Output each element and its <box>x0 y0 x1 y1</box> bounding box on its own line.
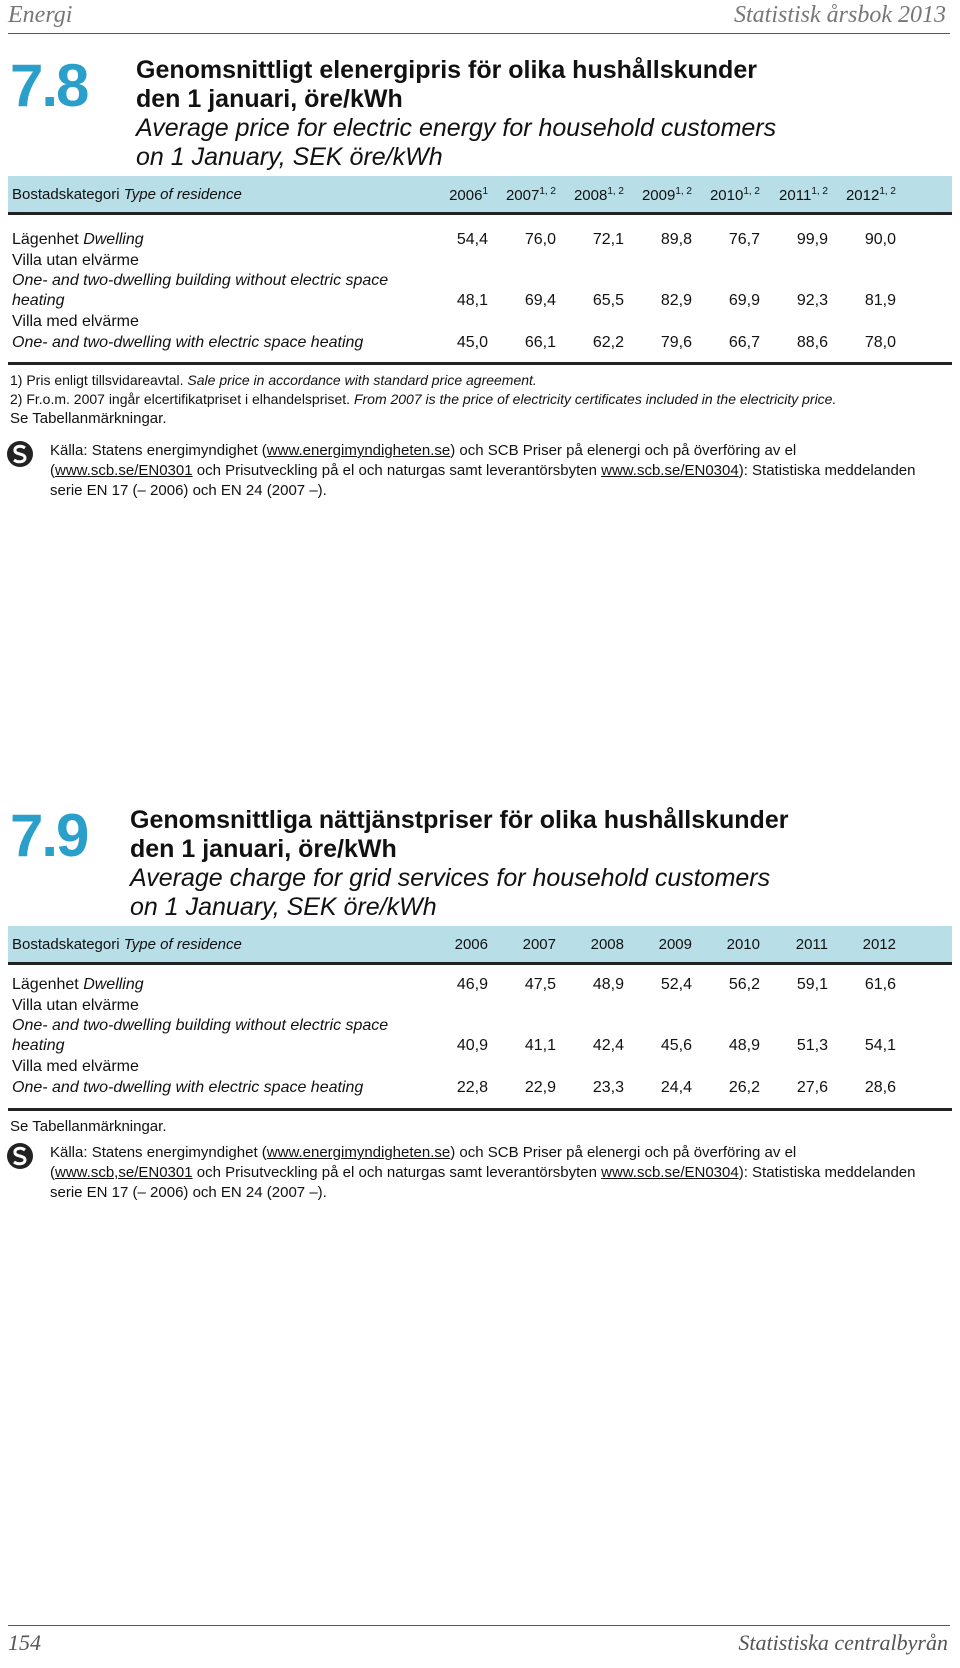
row-label: Lägenhet Dwelling <box>12 231 144 248</box>
year-header: 2007 <box>522 936 556 953</box>
year-header: 2012$^{1, 2}$ <box>845 186 896 204</box>
scb-logo-icon <box>6 440 34 468</box>
column-label <box>12 186 242 203</box>
row-label-en: One- and two-dwelling with electric space heating <box>12 1079 364 1096</box>
source-link[interactable]: www.energimyndigheten.se <box>266 1144 451 1161</box>
table-cell: 48,9 <box>728 1037 760 1054</box>
table-header <box>8 926 952 965</box>
year-header: 2010 <box>726 936 760 953</box>
table-cell: 99,9 <box>796 231 828 248</box>
table-cell: 56,2 <box>728 976 760 993</box>
year-header: 2009 <box>658 936 692 953</box>
table-cell: 22,8 <box>456 1079 488 1096</box>
row-label: Villa med elvärme <box>12 313 139 330</box>
table-bottom-rule <box>8 362 952 365</box>
row-label-en: heating <box>12 292 65 309</box>
table-cell: 76,7 <box>728 231 760 248</box>
column-label-en: Type of residence <box>123 186 242 203</box>
row-label-en: heating <box>12 1037 65 1054</box>
footnote: Se Tabellanmärkningar. <box>10 1118 167 1135</box>
year-header: 2008 <box>590 936 624 953</box>
source-link[interactable]: www.scb.se/EN0301 <box>55 462 193 479</box>
column-label-en: Type of residence <box>123 936 242 953</box>
source-link[interactable]: www.scb.se/EN0304 <box>601 1164 739 1181</box>
row-label: Villa utan elvärme <box>12 997 139 1014</box>
table-title <box>130 806 788 922</box>
table-cell: 72,1 <box>592 231 624 248</box>
title-en-line2: on 1 January, SEK öre/kWh <box>130 893 437 921</box>
table-cell: 90,0 <box>864 231 896 248</box>
table-cell: 92,3 <box>796 292 828 309</box>
table-cell: 79,6 <box>660 334 692 351</box>
footnote-3: Se Tabellanmärkningar. <box>10 410 167 427</box>
title-sv-line2: den 1 januari, öre/kWh <box>130 835 397 863</box>
scb-logo-icon <box>6 1142 34 1170</box>
title-sv-line1: Genomsnittligt elenergipris för olika hushållskunder <box>136 56 757 84</box>
table-cell: 54,1 <box>864 1037 896 1054</box>
table-cell: 66,7 <box>728 334 760 351</box>
table-title <box>136 56 776 172</box>
footnote-2: 2) Fr.o.m. 2007 ingår elcertifikatpriset i elhandelspriset. From 2007 is the price of electricity certificates included in the electricity price. <box>10 391 837 407</box>
table-number: 7.9 <box>10 802 88 869</box>
column-label-sv: Bostadskategori <box>12 186 120 203</box>
source-note: Källa: Statens energimyndighet (www.energimyndigheten.se) och SCB Priser på elenergi och på överföring av el (www.scb,se/EN0301 och Prisutveckling på el och naturgas samt leverantörsbyten www.scb.se/EN0304): Statistiska meddelanden serie EN 17 (– 2006) och EN 24 (2007 –). <box>50 1144 916 1201</box>
footer-rule <box>8 1625 950 1626</box>
table-cell: 51,3 <box>796 1037 828 1054</box>
row-label: Villa utan elvärme <box>12 252 139 269</box>
table-cell: 45,0 <box>456 334 488 351</box>
year-header: 2008$^{1, 2}$ <box>573 186 624 204</box>
year-header: 2010$^{1, 2}$ <box>709 186 760 204</box>
header-rule <box>8 33 950 34</box>
table-cell: 27,6 <box>796 1079 828 1096</box>
row-label-en: One- and two-dwelling building without electric space <box>12 1017 389 1034</box>
publisher: Statistiska centralbyrån <box>738 1630 948 1655</box>
row-label: Lägenhet Dwelling <box>12 976 144 993</box>
title-en-line2: on 1 January, SEK öre/kWh <box>136 143 443 171</box>
table-cell: 69,9 <box>728 292 760 309</box>
year-header: 2007$^{1, 2}$ <box>505 186 556 204</box>
row-label-en: One- and two-dwelling building without electric space <box>12 272 389 289</box>
table-cell: 47,5 <box>524 976 556 993</box>
table-cell: 40,9 <box>456 1037 488 1054</box>
year-header: 2012 <box>862 936 896 953</box>
table-cell: 78,0 <box>864 334 896 351</box>
source-link[interactable]: www.energimyndigheten.se <box>266 442 451 459</box>
table-cell: 66,1 <box>524 334 556 351</box>
table-number: 7.8 <box>10 52 88 119</box>
source-link[interactable]: www.scb.se/EN0304 <box>601 462 739 479</box>
table-cell: 81,9 <box>864 292 896 309</box>
title-sv-line2: den 1 januari, öre/kWh <box>136 85 403 113</box>
book-title: Statistisk årsbok 2013 <box>733 2 946 28</box>
table-cell: 69,4 <box>524 292 556 309</box>
table-cell: 52,4 <box>660 976 692 993</box>
column-label <box>12 936 242 953</box>
table-cell: 59,1 <box>796 976 828 993</box>
table-cell: 28,6 <box>864 1079 896 1096</box>
row-label: Villa med elvärme <box>12 1058 139 1075</box>
page-number: 154 <box>8 1630 41 1655</box>
table-cell: 54,4 <box>456 231 488 248</box>
source-link[interactable]: www.scb,se/EN0301 <box>55 1164 193 1181</box>
column-label-sv: Bostadskategori <box>12 936 120 953</box>
footnote-1: 1) Pris enligt tillsvidareavtal. Sale price in accordance with standard price agreement. <box>10 372 537 388</box>
row-label-en: One- and two-dwelling with electric space heating <box>12 334 364 351</box>
title-sv-line1: Genomsnittliga nättjänstpriser för olika hushållskunder <box>130 806 789 834</box>
title-en-line1: Average charge for grid services for household customers <box>130 864 771 892</box>
table-cell: 45,6 <box>660 1037 692 1054</box>
table-cell: 24,4 <box>660 1079 692 1096</box>
table-cell: 41,1 <box>524 1037 556 1054</box>
table-cell: 23,3 <box>592 1079 624 1096</box>
table-cell: 48,1 <box>456 292 488 309</box>
table-cell: 48,9 <box>592 976 624 993</box>
year-header: 2006 <box>454 936 488 953</box>
year-header: 2011$^{1, 2}$ <box>779 186 828 204</box>
table-cell: 46,9 <box>456 976 488 993</box>
year-header: 2006$^1$ <box>449 186 488 204</box>
year-header: 2009$^{1, 2}$ <box>641 186 692 204</box>
table-cell: 61,6 <box>864 976 896 993</box>
table-cell: 62,2 <box>592 334 624 351</box>
table-cell: 42,4 <box>592 1037 624 1054</box>
table-cell: 82,9 <box>660 292 692 309</box>
table-cell: 65,5 <box>592 292 624 309</box>
chapter-title: Energi <box>8 2 73 28</box>
source-note: Källa: Statens energimyndighet (www.energimyndigheten.se) och SCB Priser på elenergi och på överföring av el (www.scb.se/EN0301 och Prisutveckling på el och naturgas samt leverantörsbyten www.scb.se/EN0304): Statistiska meddelanden serie EN 17 (– 2006) och EN 24 (2007 –). <box>50 442 916 499</box>
table-cell: 22,9 <box>524 1079 556 1096</box>
table-bottom-rule <box>8 1108 952 1111</box>
table-cell: 89,8 <box>660 231 692 248</box>
table-cell: 76,0 <box>524 231 556 248</box>
title-en-line1: Average price for electric energy for household customers <box>136 114 777 142</box>
table-cell: 88,6 <box>796 334 828 351</box>
year-header: 2011 <box>795 936 828 953</box>
table-header <box>8 176 952 215</box>
table-cell: 26,2 <box>728 1079 760 1096</box>
